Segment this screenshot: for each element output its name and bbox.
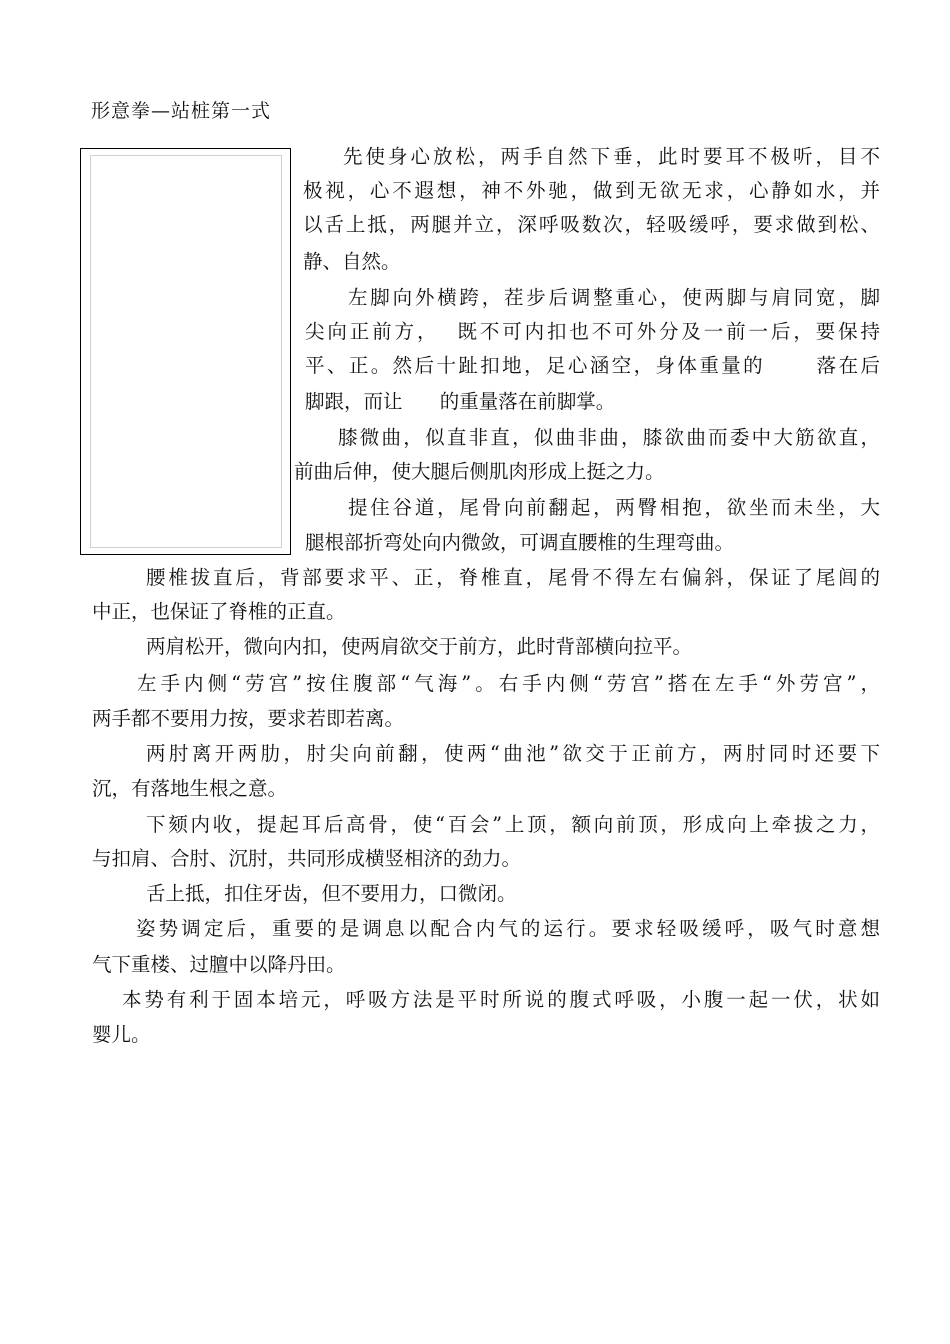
paragraph-3-line-1: 膝微曲，似直非直，似曲非曲，膝欲曲而委中大筋欲直，	[338, 426, 880, 449]
paragraph-7-line-2: 两手都不要用力按，要求若即若离。	[92, 707, 405, 730]
paragraph-2-line-1: 左脚向外横跨，茬步后调整重心，使两脚与肩同宽，脚	[348, 286, 880, 309]
paragraph-9-line-2: 与扣肩、合肘、沉肘，共同形成横竖相济的劲力。	[92, 847, 522, 870]
paragraph-11-line-1: 姿势调定后，重要的是调息以配合内气的运行。要求轻吸缓呼，吸气时意想	[136, 917, 880, 940]
figure-image-placeholder	[90, 155, 282, 548]
paragraph-10-line-1: 舌上抵，扣住牙齿，但不要用力，口微闭。	[146, 882, 517, 905]
paragraph-3-line-2: 前曲后伸，使大腿后侧肌肉形成上挺之力。	[294, 460, 665, 483]
figure-image-frame	[80, 148, 291, 555]
paragraph-4-line-1: 提住谷道，尾骨向前翻起，两臀相抱，欲坐而未坐，大	[348, 496, 880, 519]
paragraph-7-line-1: 左手内侧“劳宫”按住腹部“气海”。右手内侧“劳宫”搭在左手“外劳宫”，	[137, 672, 880, 695]
paragraph-6-line-1: 两肩松开，微向内扣，使两肩欲交于前方，此时背部横向拉平。	[146, 635, 693, 658]
paragraph-8-line-1: 两肘离开两肋，肘尖向前翻，使两“曲池”欲交于正前方，两肘同时还要下	[146, 742, 880, 765]
paragraph-2-line-2: 尖向正前方， 既不可内扣也不可外分及一前一后，要保持	[305, 320, 880, 343]
paragraph-1-line-4: 静、自然。	[303, 250, 401, 273]
paragraph-9-line-1: 下颏内收，提起耳后高骨，使“百会”上顶，额向前顶，形成向上牵拔之力，	[146, 813, 880, 836]
document-title: 形意拳—站桩第一式	[91, 100, 272, 122]
paragraph-12-line-2: 婴儿。	[92, 1023, 151, 1046]
paragraph-1-line-3: 以舌上抵，两腿并立，深呼吸数次，轻吸缓呼，要求做到松、	[303, 213, 880, 236]
paragraph-5-line-2: 中正，也保证了脊椎的正直。	[92, 600, 346, 623]
paragraph-1-line-1: 先使身心放松，两手自然下垂，此时要耳不极听，目不	[343, 145, 880, 168]
paragraph-1-line-2: 极视，心不遐想，神不外驰，做到无欲无求，心静如水，并	[303, 179, 880, 202]
paragraph-2-line-4: 脚跟，而让 的重量落在前脚掌。	[305, 390, 616, 413]
paragraph-4-line-2: 腿根部折弯处向内微敛，可调直腰椎的生理弯曲。	[305, 531, 735, 554]
paragraph-8-line-2: 沉，有落地生根之意。	[92, 777, 288, 800]
paragraph-2-line-3: 平、正。然后十趾扣地，足心涵空，身体重量的 落在后	[305, 354, 880, 377]
paragraph-5-line-1: 腰椎拔直后，背部要求平、正，脊椎直，尾骨不得左右偏斜，保证了尾闾的	[146, 566, 880, 589]
paragraph-11-line-2: 气下重楼、过膻中以降丹田。	[92, 953, 346, 976]
paragraph-12-line-1: 本势有利于固本培元，呼吸方法是平时所说的腹式呼吸，小腹一起一伏，状如	[122, 988, 880, 1011]
